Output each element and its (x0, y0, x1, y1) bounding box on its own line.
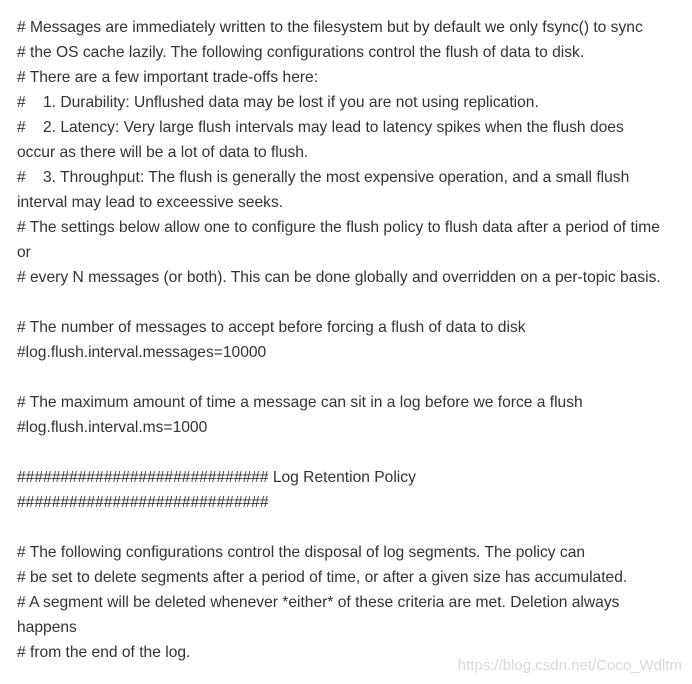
text-line: # every N messages (or both). This can be done globally and overridden on a per-topic basis. (17, 269, 661, 286)
text-line: # The settings below allow one to configure the flush policy to flush data after a period of time (17, 219, 660, 236)
section-divider: ############################# (17, 494, 269, 511)
text-line: # The following configurations control the disposal of log segments. The policy can (17, 544, 586, 561)
config-line: #log.flush.interval.messages=10000 (17, 344, 267, 361)
text-line: # The maximum amount of time a message can sit in a log before we force a flush (17, 394, 583, 411)
text-line: # Messages are immediately written to the filesystem but by default we only fsync() to sync (17, 19, 643, 36)
text-line: # A segment will be deleted whenever *either* of these criteria are met. Deletion always (17, 594, 620, 611)
text-line: # the OS cache lazily. The following configurations control the flush of data to disk. (17, 44, 585, 61)
text-line: # 2. Latency: Very large flush intervals may lead to latency spikes when the flush does (17, 119, 624, 136)
section-heading: ############################# Log Retention Policy (17, 469, 416, 486)
document-body (17, 15, 685, 665)
watermark: https://blog.csdn.net/Coco_Wdltm (457, 657, 682, 674)
text-line: # The number of messages to accept before forcing a flush of data to disk (17, 319, 526, 336)
blank-line (17, 365, 685, 390)
text-line: # from the end of the log. (17, 644, 191, 661)
text-line: occur as there will be a lot of data to flush. (17, 144, 309, 161)
text-line: # 1. Durability: Unflushed data may be lost if you are not using replication. (17, 94, 539, 111)
text-line: happens (17, 619, 77, 636)
text-line: # 3. Throughput: The flush is generally the most expensive operation, and a small flush (17, 169, 630, 186)
text-line: # There are a few important trade-offs here: (17, 69, 319, 86)
blank-line (17, 290, 685, 315)
text-line: interval may lead to exceessive seeks. (17, 194, 284, 211)
text-line: or (17, 244, 31, 261)
text-line: # be set to delete segments after a period of time, or after a given size has accumulated. (17, 569, 628, 586)
blank-line (17, 440, 685, 465)
config-line: #log.flush.interval.ms=1000 (17, 419, 208, 436)
blank-line (17, 515, 685, 540)
